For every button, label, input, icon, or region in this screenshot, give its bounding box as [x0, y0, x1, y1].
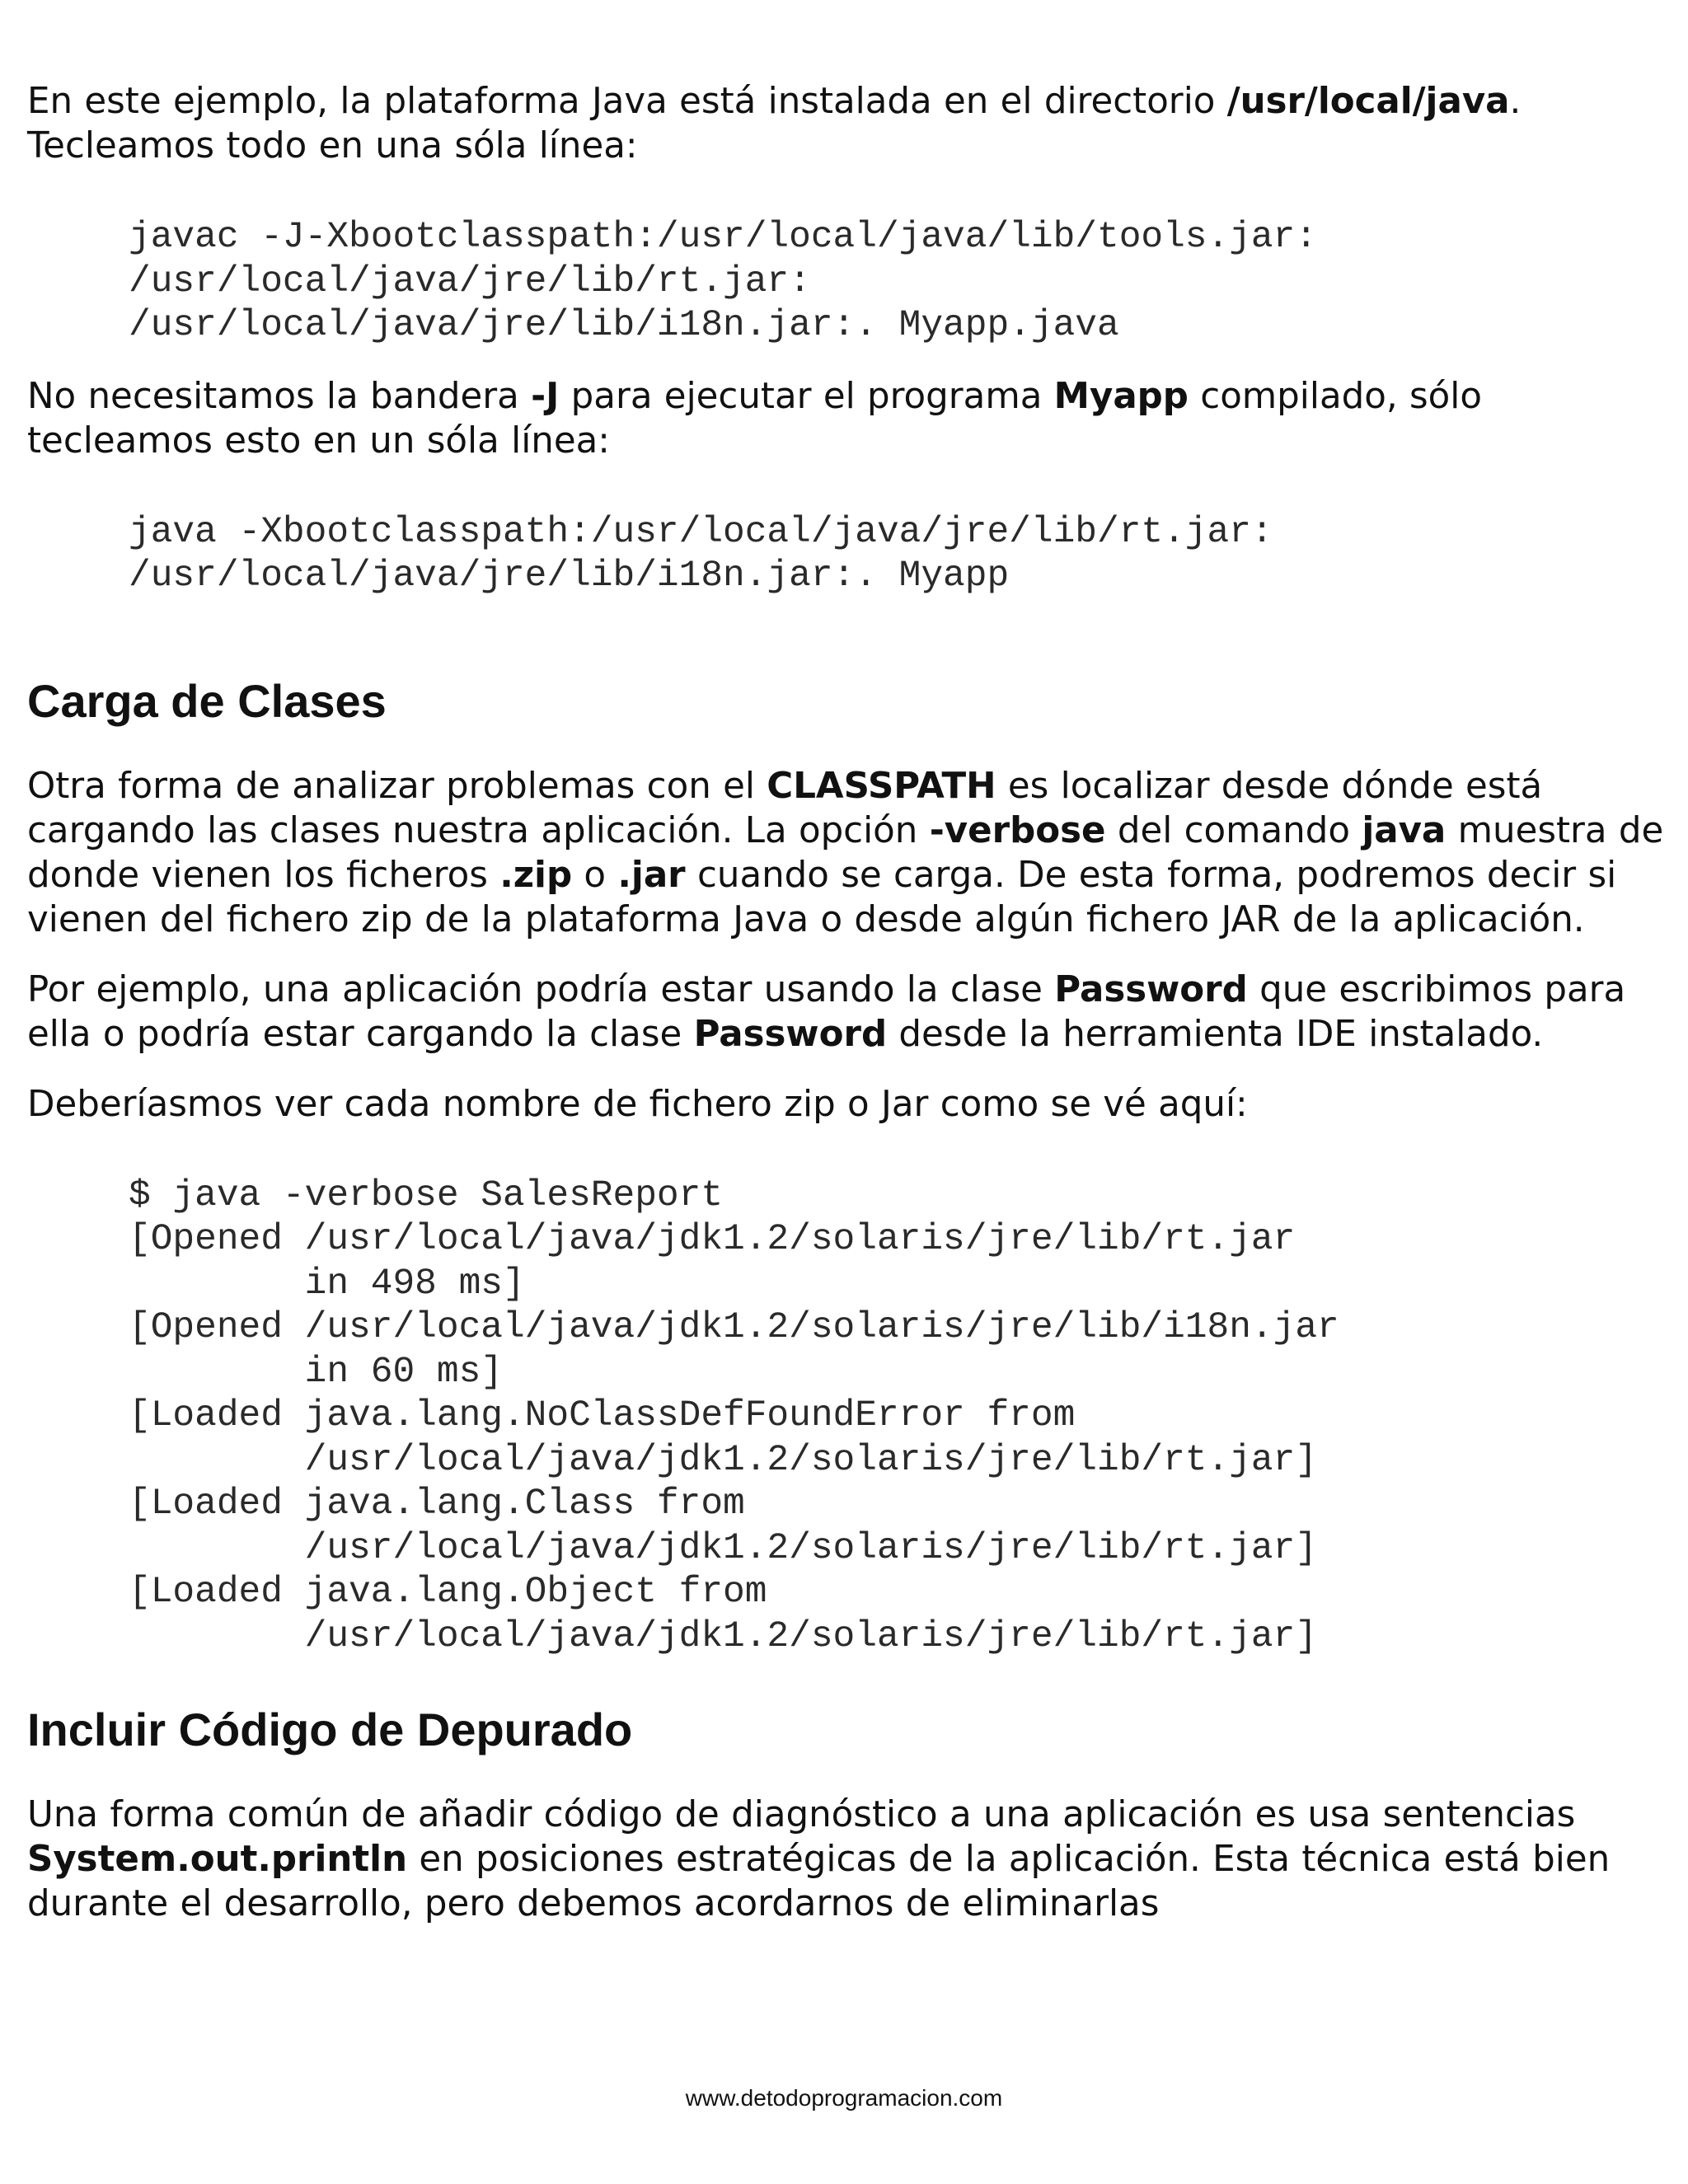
bold-jar: .jar — [617, 854, 686, 896]
intro-paragraph — [27, 79, 1667, 168]
code-line: in 498 ms] — [129, 1263, 525, 1305]
code-line: /usr/local/java/jre/lib/i18n.jar:. Myapp.java — [129, 305, 1119, 346]
flag-myapp: Myapp — [1053, 375, 1189, 417]
password-paragraph — [27, 968, 1667, 1057]
intro-text: En este ejemplo, la plataforma Java está instalada en el directorio — [27, 81, 1227, 122]
document-page — [27, 79, 1667, 1952]
code-line: [Loaded java.lang.Object from — [129, 1572, 767, 1613]
code-line: /usr/local/java/jdk1.2/solaris/jre/lib/rt.jar] — [129, 1439, 1318, 1481]
para-text: Una forma común de añadir código de diagnóstico a una aplicación es usa sentencias — [27, 1794, 1576, 1835]
para-text: Otra forma de analizar problemas con el — [27, 765, 767, 807]
bold-password: Password — [1054, 968, 1248, 1010]
code-line: /usr/local/java/jdk1.2/solaris/jre/lib/rt.jar] — [129, 1615, 1318, 1657]
zip-jar-paragraph: Deberíasmos ver cada nombre de fichero zip o Jar como se vé aquí: — [27, 1083, 1248, 1125]
java-code-block — [27, 511, 1667, 599]
code-line: /usr/local/java/jre/lib/rt.jar: — [129, 260, 811, 302]
javac-code-block — [27, 216, 1667, 349]
code-line: /usr/local/java/jre/lib/i18n.jar:. Myapp — [129, 555, 1010, 597]
para-text: cuando se carga. De esta forma, podremos decir si vienen del fichero zip de la plataforma Java o desde algún fichero JAR de la aplicación. — [27, 854, 1617, 940]
code-line: [Loaded java.lang.NoClassDefFoundError from — [129, 1395, 1076, 1436]
bold-classpath: CLASSPATH — [767, 765, 996, 807]
code-line: $ java -verbose SalesReport — [129, 1174, 724, 1216]
code-line: /usr/local/java/jdk1.2/solaris/jre/lib/rt.jar] — [129, 1527, 1318, 1569]
flag-text: No necesitamos la bandera — [27, 375, 532, 417]
section-heading-depurado: Incluir Código de Depurado — [27, 1704, 633, 1755]
flag-text: para ejecutar el programa — [559, 375, 1054, 417]
para-text: que escribimos para ella o podría estar cargando la clase — [27, 968, 1626, 1055]
bold-java: java — [1362, 809, 1447, 851]
para-text: Por ejemplo, una aplicación podría estar usando la clase — [27, 968, 1055, 1010]
code-line: [Loaded java.lang.Class from — [129, 1483, 745, 1525]
code-line: [Opened /usr/local/java/jdk1.2/solaris/jre/lib/i18n.jar — [129, 1307, 1339, 1348]
code-line: java -Xbootclasspath:/usr/local/java/jre/lib/rt.jar: — [129, 511, 1273, 553]
para-text: muestra de donde vienen los ficheros — [27, 809, 1664, 896]
code-line: [Opened /usr/local/java/jdk1.2/solaris/jre/lib/rt.jar — [129, 1219, 1296, 1260]
para-text: desde la herramienta IDE instalado. — [887, 1013, 1544, 1055]
debug-paragraph — [27, 1793, 1667, 1926]
bold-println: System.out.println — [27, 1839, 408, 1880]
footer-url: www.detodoprogramacion.com — [685, 2085, 1003, 2111]
bold-zip: .zip — [499, 854, 573, 896]
flag-paragraph — [27, 374, 1667, 463]
intro-path: /usr/local/java — [1226, 81, 1510, 122]
bold-password: Password — [693, 1013, 888, 1055]
para-text: del comando — [1105, 809, 1362, 851]
bold-verbose: -verbose — [929, 809, 1106, 851]
para-text: en posiciones estratégicas de la aplicación. Esta técnica está bien durante el desarrollo, pero debemos acordarnos de eliminarlas — [27, 1839, 1611, 1924]
classpath-paragraph — [27, 764, 1667, 942]
para-text: es localizar desde dónde está cargando las clases nuestra aplicación. La opción — [27, 765, 1543, 851]
code-line: in 60 ms] — [129, 1351, 503, 1393]
verbose-code-block — [27, 1174, 1667, 1660]
para-text: o — [572, 854, 618, 896]
flag-text: compilado, sólo tecleamos esto en un sóla línea: — [27, 375, 1482, 462]
flag-j: -J — [531, 375, 560, 417]
section-heading-carga: Carga de Clases — [27, 674, 387, 727]
code-line: javac -J-Xbootclasspath:/usr/local/java/lib/tools.jar: — [129, 217, 1318, 258]
intro-text-end: . Tecleamos todo en una sóla línea: — [27, 81, 1522, 166]
